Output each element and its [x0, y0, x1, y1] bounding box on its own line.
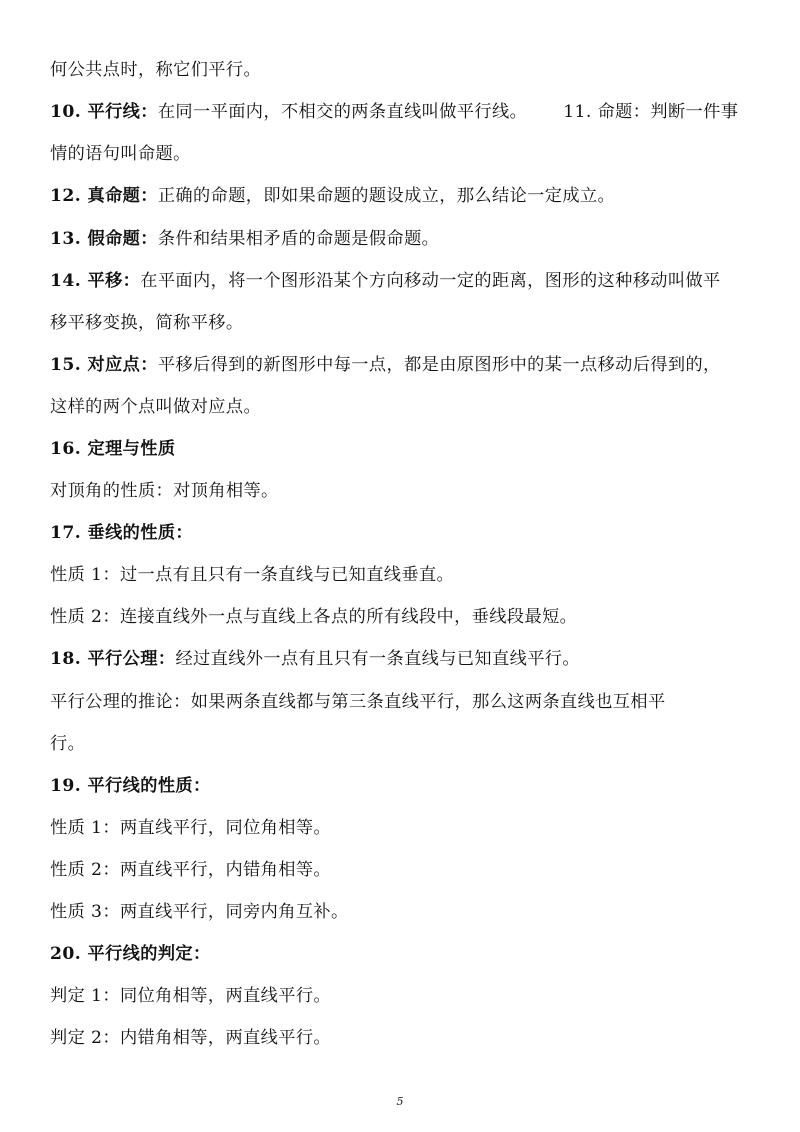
definition-text: 在平面内，将一个图形沿某个方向移动一定的距离，图形的这种移动叫做平: [140, 271, 721, 291]
text-line: 判定 1：同位角相等，两直线平行。: [50, 986, 332, 1006]
section-heading: 16. 定理与性质: [50, 439, 176, 459]
definition-text: 条件和结果相矛盾的命题是假命题。: [157, 229, 440, 249]
item-13: [50, 227, 439, 251]
text-line: 判定 2：内错角相等，两直线平行。: [50, 1028, 332, 1048]
page-number: 5: [396, 1095, 404, 1108]
text-line: 性质 1：两直线平行，同位角相等。: [50, 818, 332, 838]
definition-text: 判断一件事: [650, 102, 739, 122]
text-line: 行。: [50, 734, 86, 754]
term-label: 13. 假命题：: [50, 229, 158, 249]
item-15: [50, 353, 721, 377]
text-line: 移平移变换，简称平移。: [50, 313, 244, 333]
text-line: 性质 2：连接直线外一点与直线上各点的所有线段中，垂线段最短。: [50, 607, 578, 627]
item-14: [50, 269, 721, 293]
section-heading: 20. 平行线的判定：: [50, 944, 211, 964]
item-12: [50, 184, 615, 208]
text-line: 这样的两个点叫做对应点。: [50, 397, 262, 417]
text-line: 性质 2：两直线平行，内错角相等。: [50, 860, 332, 880]
text-line: 情的语句叫命题。: [50, 144, 191, 164]
item-18: [50, 647, 580, 671]
term-label: 15. 对应点：: [50, 355, 158, 375]
text-line: 性质 3：两直线平行，同旁内角互补。: [50, 902, 349, 922]
text-line: 对顶角的性质：对顶角相等。: [50, 481, 279, 501]
text-line: 性质 1：过一点有且只有一条直线与已知直线垂直。: [50, 565, 455, 585]
item-10: [50, 100, 738, 124]
term-label: 10. 平行线：: [50, 102, 158, 122]
text-line: 何公共点时，称它们平行。: [50, 60, 262, 80]
term-label: 11. 命题：: [563, 102, 651, 122]
definition-text: 经过直线外一点有且只有一条直线与已知直线平行。: [175, 649, 580, 669]
definition-text: 平移后得到的新图形中每一点，都是由原图形中的某一点移动后得到的，: [157, 355, 721, 375]
definition-text: 正确的命题，即如果命题的题设成立，那么结论一定成立。: [157, 186, 616, 206]
term-label: 18. 平行公理：: [50, 649, 176, 669]
section-heading: 17. 垂线的性质：: [50, 523, 194, 543]
term-label: 14. 平移：: [50, 271, 141, 291]
section-heading: 19. 平行线的性质：: [50, 776, 211, 796]
text-line: 平行公理的推论：如果两条直线都与第三条直线平行，那么这两条直线也互相平: [50, 692, 666, 712]
definition-text: 在同一平面内，不相交的两条直线叫做平行线。: [157, 102, 528, 122]
term-label: 12. 真命题：: [50, 186, 158, 206]
